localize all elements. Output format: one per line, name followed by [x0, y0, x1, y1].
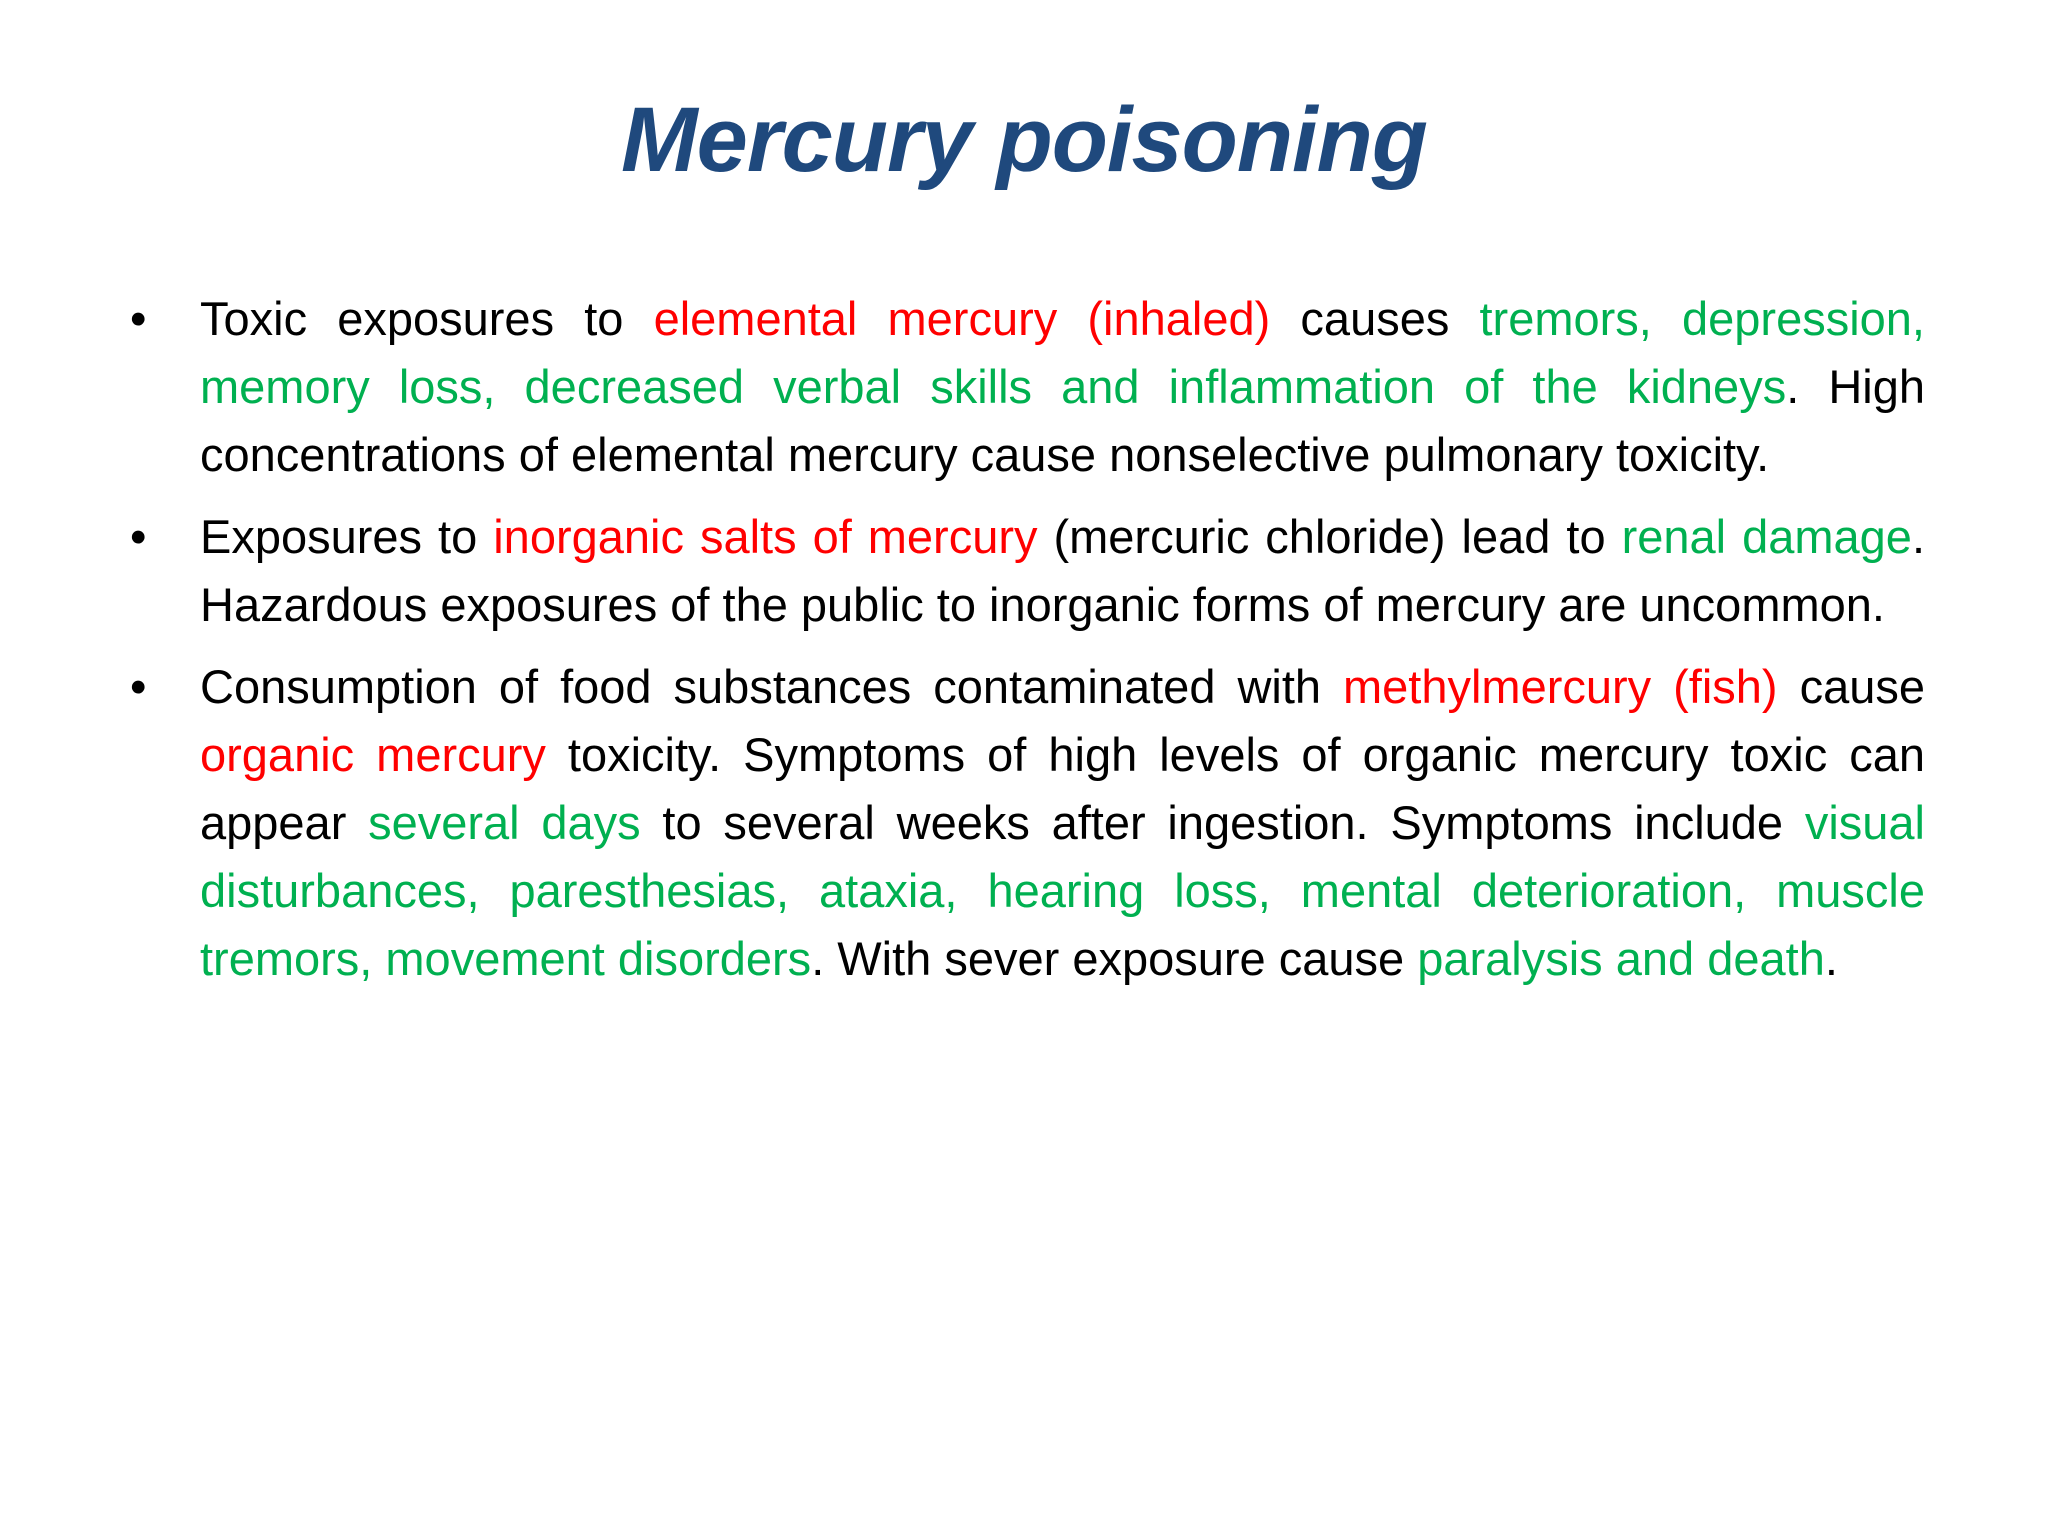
body-text: (mercuric chloride) lead to [1037, 510, 1622, 563]
highlight-effect-text: visual disturbances, paresthesias, ataxia, hearing loss, mental deterioration, muscle tremors, movement disorders [200, 796, 1925, 985]
bullet-item [130, 653, 1925, 993]
highlight-effect-text: paralysis and death [1417, 932, 1825, 985]
body-text: . [1824, 932, 1838, 985]
body-text: . With sever exposure cause [811, 932, 1418, 985]
highlight-source-text: methylmercury (fish) [1343, 660, 1778, 713]
bullet-dot-icon: • [130, 660, 147, 713]
highlight-source-text: elemental mercury (inhaled) [653, 292, 1271, 345]
body-text: to several weeks after ingestion. Symptoms include [640, 796, 1805, 849]
highlight-source-text: organic mercury [200, 728, 546, 781]
body-text: toxicity. Symptoms of high levels of organic mercury toxic can appear [200, 728, 1925, 849]
bullet-item [130, 285, 1925, 489]
body-text: causes [1270, 292, 1480, 345]
highlight-effect-text: several days [368, 796, 641, 849]
body-text: Consumption of food substances contaminated with [200, 660, 1343, 713]
highlight-source-text: inorganic salts of mercury [493, 510, 1038, 563]
body-text: . High concentrations of elemental mercury cause nonselective pulmonary toxicity. [200, 360, 1926, 481]
body-text: Exposures to [200, 510, 494, 563]
bullet-dot-icon: • [130, 292, 147, 345]
highlight-effect-text: tremors, depression, memory loss, decreased verbal skills and inflammation of the kidneys [200, 292, 1925, 413]
body-text: cause [1777, 660, 1925, 713]
body-text: Toxic exposures to [200, 292, 654, 345]
bullet-list [130, 285, 1925, 1007]
slide-title: Mercury poisoning [621, 89, 1427, 191]
body-text: . Hazardous exposures of the public to inorganic forms of mercury are uncommon. [200, 510, 1925, 631]
bullet-item [130, 503, 1925, 639]
bullet-dot-icon: • [130, 510, 147, 563]
highlight-effect-text: renal damage [1621, 510, 1912, 563]
